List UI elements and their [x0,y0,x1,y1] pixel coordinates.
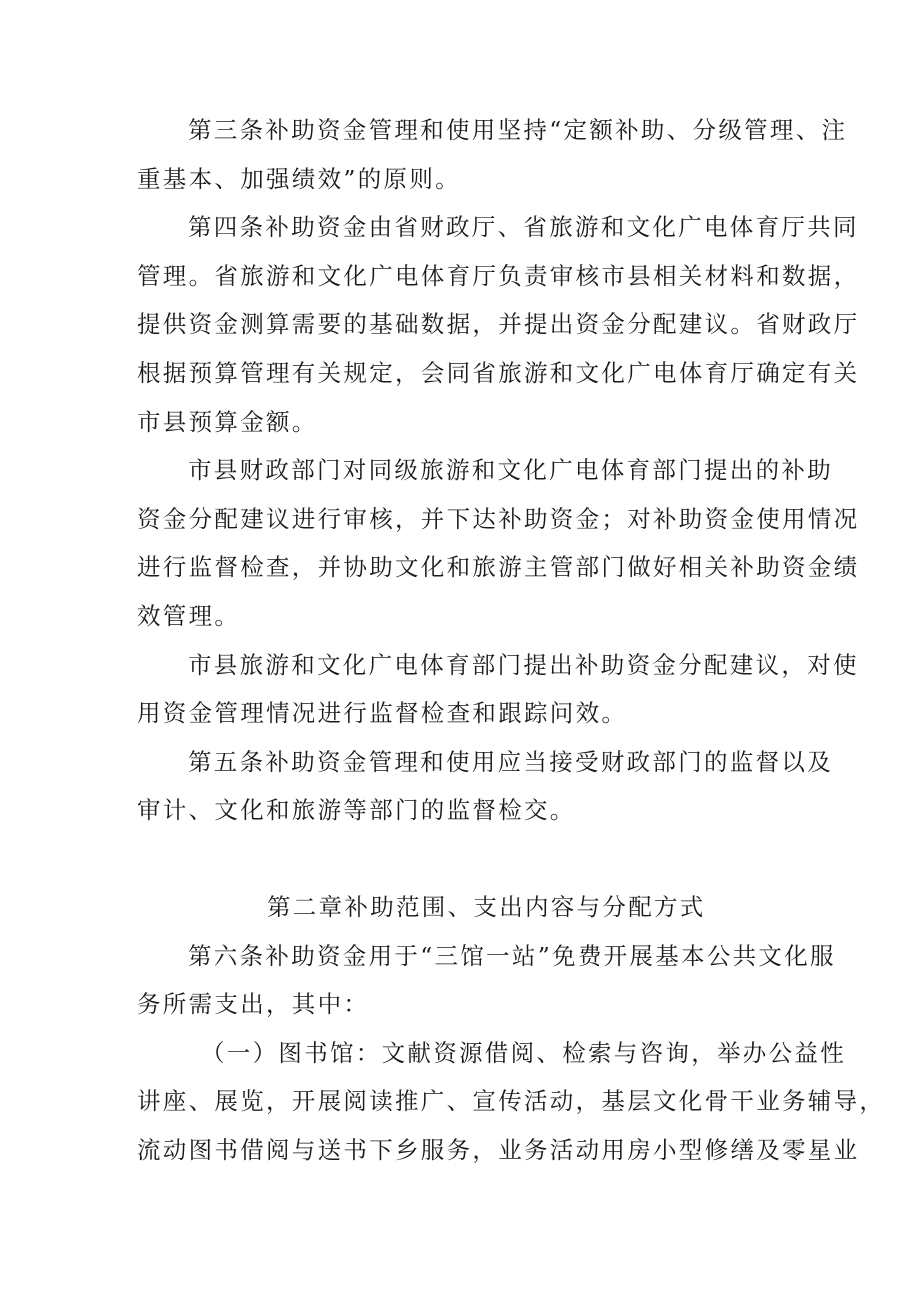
text-line: 管理。省旅游和文化广电体育厅负责审核市县相关材料和数据， [137,261,860,290]
paragraph-article-4-county-finance [137,451,860,645]
document-page [137,111,886,1179]
text-line: 第六条补助资金用于“三馆一站”免费开展基本公共文化服 [188,941,836,970]
text-line: 根据预算管理有关规定，会同省旅游和文化广电体育厅确定有关 [137,358,860,387]
text-line: 资金分配建议进行审核，并下达补助资金；对补助资金使用情况 [137,504,860,533]
text-line: （一）图书馆：文献资源借阅、检索与咨询，举办公益性 [201,1038,846,1067]
text-line: 市县旅游和文化广电体育部门提出补助资金分配建议，对使 [188,650,859,679]
text-line: 第三条补助资金管理和使用坚持“定额补助、分级管理、注 [188,116,848,144]
text-line: 务所需支出，其中： [137,990,370,1019]
paragraph-article-3 [137,111,848,208]
chapter-heading: 第二章补助范围、支出内容与分配方式 [267,892,706,921]
section-spacer [137,840,785,888]
text-line: 第四条补助资金由省财政厅、省旅游和文化广电体育厅共同 [188,213,859,242]
text-line: 讲座、展览，开展阅读推广、宣传活动，基层文化骨干业务辅导， [137,1087,886,1116]
text-line: 第五条补助资金管理和使用应当接受财政部门的监督以及 [188,747,833,776]
text-line: 流动图书借阅与送书下乡服务，业务活动用房小型修缮及零星业 [137,1135,860,1164]
text-line: 进行监督检查，并协助文化和旅游主管部门做好相关补助资金绩 [137,553,860,582]
text-line: 市县预算金额。 [137,407,318,436]
paragraph-article-6-library [137,1034,886,1180]
text-line: 审计、文化和旅游等部门的监督检交。 [137,796,576,825]
text-line: 提供资金测算需要的基础数据，并提出资金分配建议。省财政厅 [137,310,860,339]
paragraph-article-5 [137,743,833,840]
text-line: 市县财政部门对同级旅游和文化广电体育部门提出的补助 [188,456,833,485]
text-line: 用资金管理情况进行监督检查和跟踪问效。 [137,699,628,728]
paragraph-article-6 [137,937,836,1034]
paragraph-article-4-county-tourism [137,646,859,743]
paragraph-article-4 [137,208,860,451]
text-line: 效管理。 [137,601,241,630]
text-line: 重基本、加强绩效”的原则。 [137,164,461,193]
